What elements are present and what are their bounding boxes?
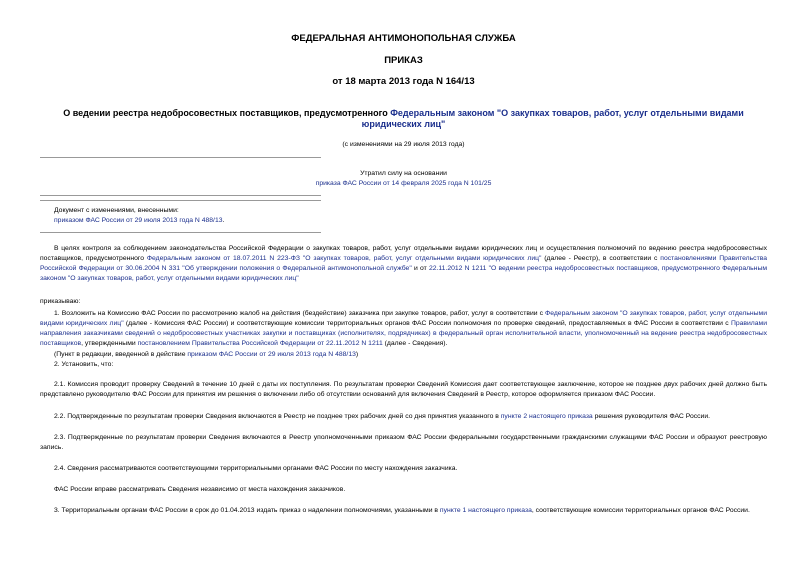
paragraph-text: 3. Территориальным органам ФАС России в срок до 01.04.2013 издать приказ о наделении полномочиями, указанными в [54,507,440,514]
document-date: от 18 марта 2013 года N 164/13 [332,76,475,87]
note-text: ) [355,351,359,358]
resolution-1211-link[interactable]: постановлением Правительства Российской Федерации от 22.11.2012 N 1211 [137,340,383,347]
clause-1-link[interactable]: пункте 1 настоящего приказа [439,507,532,514]
clause-2-link[interactable]: пункте 2 настоящего приказа [500,413,593,420]
paragraph-text: , утвержденными [81,340,138,347]
resolution-1211-link[interactable]: 22.11.2012 N 1211 "О ведении реестра недобросовестных поставщиков, предусмотренного Федеральным законом "О закупках товаров, работ, услуг отдельными видами юридических лиц" [40,265,767,282]
document-title [50,108,757,130]
amendment-status: (с изменениями на 29 июля 2013 года) [342,141,465,148]
preamble-text: (далее - Реестр), в соответствии с [541,255,661,262]
preamble-text: В целях контроля за соблюдением законодательства Российской Федерации о закупках товаров, работ, услуг отдельными видами юридических лиц и осуществления полномочий по ведению реестра недобросовестных поставщиков, предусмотренного [40,245,767,262]
order-word: приказываю: [40,298,81,305]
amendment-order-link[interactable]: приказом ФАС России от 29 июля 2013 года N 488/13 [54,217,223,224]
divider [40,200,321,201]
amendment-note-suffix: . [222,217,225,224]
paragraph-text: , соответствующие комиссии территориальных органов ФАС России. [531,507,750,514]
paragraph-2-3: 2.3. Подтвержденные по результатам проверки Сведения включаются в Реестр уполномоченными приказом ФАС России федеральными государственными гражданскими служащими ФАС России и образуют реестровую запись. [40,434,767,451]
paragraph-text: 2.2. Подтвержденные по результатам проверки Сведения включаются в Реестр не позднее трех рабочих дней со дня принятия указанного в [54,413,501,420]
paragraph-2-4-note: ФАС России вправе рассматривать Сведения независимо от места нахождения заказчиков. [54,486,346,493]
divider [40,195,321,196]
paragraph-1-note [40,350,767,360]
divider [40,232,321,233]
preamble-paragraph [40,244,767,284]
paragraph-text: (далее - Комиссия ФАС России) и соответствующие комиссии территориальных органов ФАС России полномочия по проверке сведений, предоставляемых в ФАС России в соответствии с [123,320,731,327]
paragraph-2-2 [40,412,767,422]
paragraph-3 [40,506,767,516]
amendment-note-label: Документ с изменениями, внесенными: [54,207,179,214]
lost-force-label: Утратил силу на основании [360,170,447,177]
resolution-331-link[interactable]: постановлениями Правительства Российской Федерации от 30.06.2004 N 331 "Об утверждении положения о Федеральной антимонопольной службе" [40,255,768,272]
amendment-note [54,206,224,226]
title-law-link[interactable]: Федеральным законом "О закупках товаров, работ, услуг отдельными видами юридических лиц" [361,108,744,129]
document-type-heading: ПРИКАЗ [384,55,423,66]
rules-link[interactable]: Правилами направления заказчиками сведений о недобросовестных участниках закупки и поставщиках (исполнителях, подрядчиках) в федеральный орган исполнительной власти, уполномоченный на ведение реестра недобросовестных поставщиков [40,320,768,347]
paragraph-1 [40,309,767,349]
preamble-text: и от [411,265,429,272]
paragraph-2: 2. Установить, что: [54,361,114,368]
organization-heading: ФЕДЕРАЛЬНАЯ АНТИМОНОПОЛЬНАЯ СЛУЖБА [291,33,516,44]
divider [40,157,321,158]
law-223-link[interactable]: Федеральным законом от 18.07.2011 N 223-ФЗ "О закупках товаров, работ, услуг отдельными видами юридических лиц" [146,255,542,262]
law-procurement-link[interactable]: Федеральным законом "О закупках товаров, работ, услуг отдельными видами юридических лиц" [40,310,767,327]
paragraph-2-4: 2.4. Сведения рассматриваются соответствующими территориальными органами ФАС России по месту нахождения заказчика. [54,465,458,472]
lost-force-link [0,180,807,187]
paragraph-text: (далее - Сведения). [382,340,448,347]
paragraph-text: решения руководителя ФАС России. [592,413,710,420]
title-prefix: О ведении реестра недобросовестных поставщиков, предусмотренного [63,108,391,118]
paragraph-2-1: 2.1. Комиссия проводит проверку Сведений в течение 10 дней с даты их поступления. По результатам проверки Сведений Комиссия дает соответствующее заключение, которое не позднее двух рабочих дней должно быть представлено руководителю ФАС России для принятия им решения о включении либо об отсутствии оснований для включения Сведений в Реестр, которое оформляется приказом ФАС России. [40,381,767,398]
amendment-note-line [54,216,224,226]
amendment-order-link[interactable]: приказом ФАС России от 29 июля 2013 года N 488/13 [187,351,356,358]
lost-force-order-link[interactable]: приказа ФАС России от 14 февраля 2025 года N 101/25 [315,180,492,187]
note-text: (Пункт в редакции, введенной в действие [54,351,188,358]
paragraph-text: 1. Возложить на Комиссию ФАС России по рассмотрению жалоб на действия (бездействие) заказчика при закупке товаров, работ, услуг в соответствии с [54,310,546,317]
